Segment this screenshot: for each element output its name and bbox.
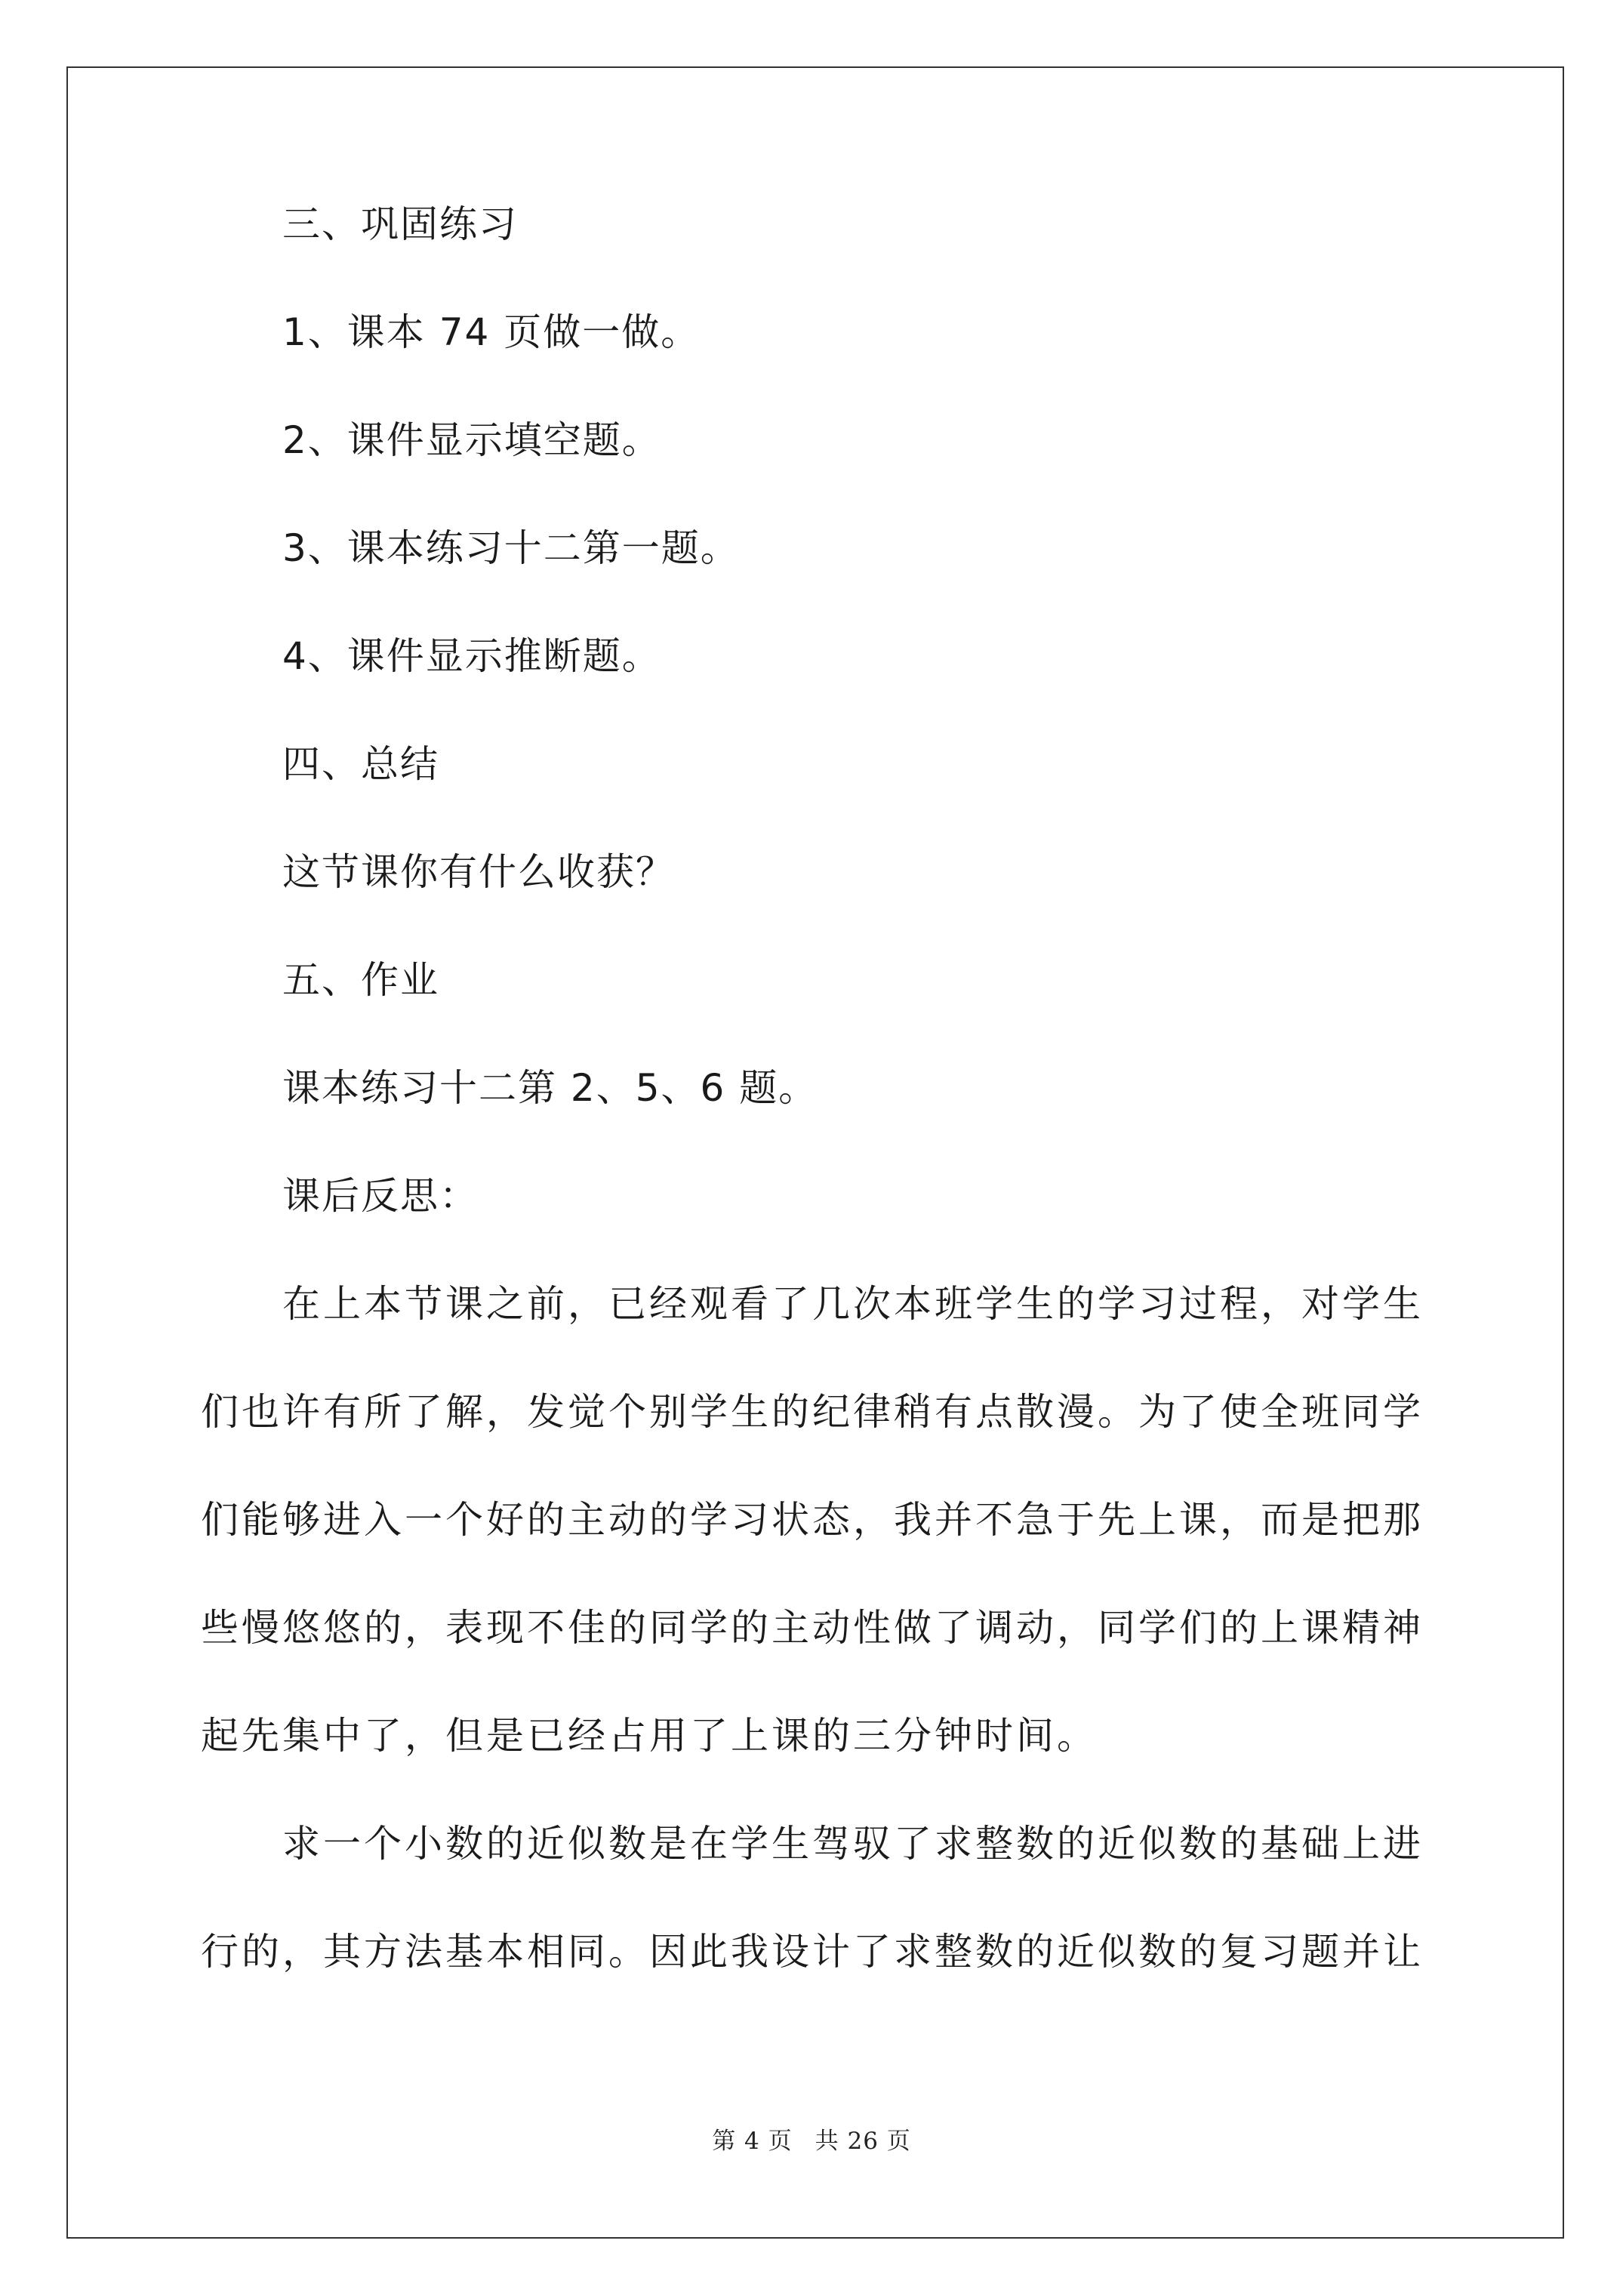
reflection-paragraph-1 [201, 1276, 1433, 1816]
paragraph-line: 起先集中了，但是已经占用了上课的三分钟时间。 [201, 1714, 1098, 1758]
page-number: 第 4 页 [712, 2128, 793, 2155]
document-body [201, 196, 1433, 2032]
paragraph-line: 在上本节课之前，已经观看了几次本班学生的学习过程，对学生 [282, 1282, 1424, 1326]
list-item: 2、课件显示填空题。 [282, 418, 661, 462]
reflection-paragraph-2 [201, 1816, 1433, 2032]
list-item: 4、课件显示推断题。 [282, 634, 661, 678]
homework-text: 课本练习十二第 2、5、6 题。 [282, 1066, 818, 1110]
section-heading-homework: 五、作业 [282, 958, 439, 1002]
paragraph-line: 些慢悠悠的，表现不佳的同学的主动性做了调动，同学们的上课精神 [201, 1606, 1424, 1650]
paragraph-line: 求一个小数的近似数是在学生驾驭了求整数的近似数的基础上进 [282, 1822, 1424, 1866]
list-item: 3、课本练习十二第一题。 [282, 526, 740, 570]
reflection-heading: 课后反思： [282, 1174, 479, 1218]
list-item: 1、课本 74 页做一做。 [282, 310, 701, 354]
paragraph-line: 们也许有所了解，发觉个别学生的纪律稍有点散漫。为了使全班同学 [201, 1390, 1424, 1434]
section-heading-consolidation: 三、巩固练习 [282, 202, 518, 246]
section-heading-summary: 四、总结 [282, 742, 439, 786]
paragraph-line: 们能够进入一个好的主动的学习状态，我并不急于先上课，而是把那 [201, 1498, 1424, 1542]
page-footer [0, 2122, 1623, 2156]
paragraph-line: 行的，其方法基本相同。因此我设计了求整数的近似数的复习题并让 [201, 1930, 1424, 1974]
summary-question: 这节课你有什么收获？ [282, 850, 675, 894]
page-total: 共 26 页 [815, 2128, 911, 2155]
